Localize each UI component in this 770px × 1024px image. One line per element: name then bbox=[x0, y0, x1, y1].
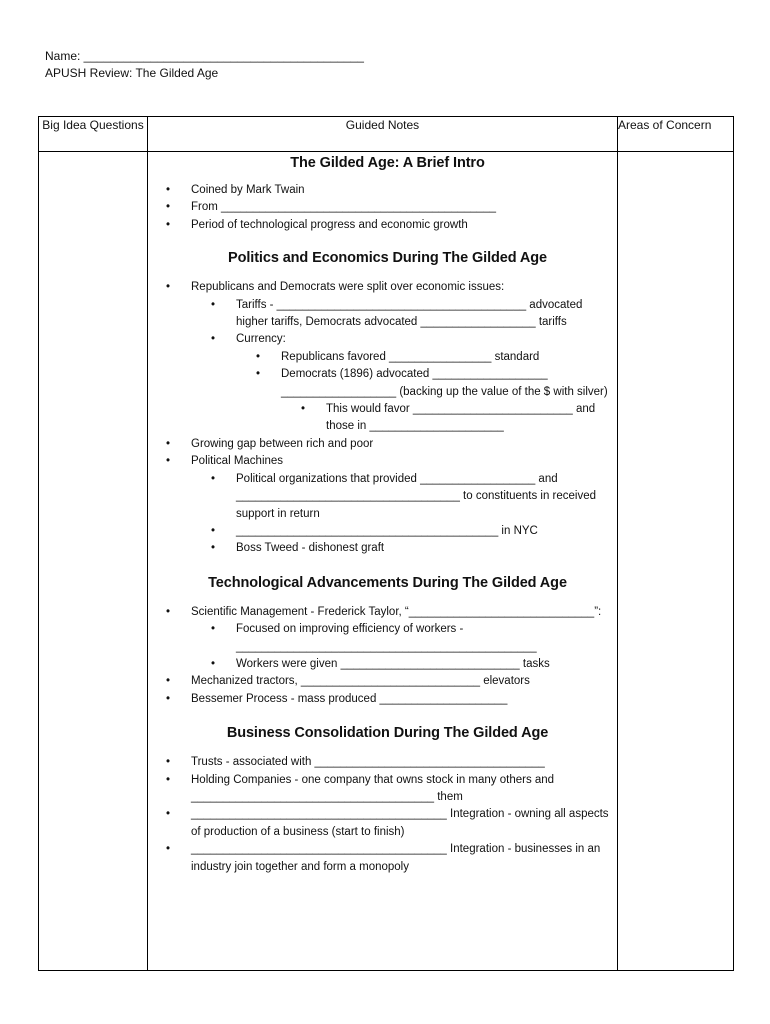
list-item-text: Political Machines bbox=[191, 455, 284, 468]
business-list bbox=[166, 754, 609, 876]
section-title-intro: The Gilded Age: A Brief Intro bbox=[290, 155, 485, 171]
list-item: • _________________________________________ in NYC bbox=[211, 523, 609, 540]
name-field-line: Name: __________________________________________ bbox=[45, 49, 364, 63]
guided-notes-cell bbox=[148, 152, 618, 971]
areas-of-concern-header: Areas of Concern bbox=[618, 117, 734, 152]
list-item bbox=[166, 453, 609, 557]
list-item: • Mechanized tractors, ____________________________ elevators bbox=[166, 673, 609, 690]
list-item: • Republicans favored ________________ standard bbox=[256, 349, 609, 366]
section-title-technology: Technological Advancements During The Gilded Age bbox=[208, 574, 567, 591]
list-item: • Boss Tweed - dishonest graft bbox=[211, 540, 609, 557]
list-item: • This would favor _________________________ and those in _____________________ bbox=[301, 401, 609, 436]
politics-list bbox=[166, 279, 609, 558]
list-item: • Coined by Mark Twain bbox=[166, 182, 609, 199]
list-item: • Growing gap between rich and poor bbox=[166, 436, 609, 453]
big-idea-questions-header: Big Idea Questions bbox=[39, 117, 148, 152]
guided-notes-header: Guided Notes bbox=[148, 117, 618, 152]
list-item: • Trusts - associated with ____________________________________ bbox=[166, 754, 609, 771]
list-item: • Bessemer Process - mass produced ____________________ bbox=[166, 691, 609, 708]
list-item: • Period of technological progress and economic growth bbox=[166, 217, 609, 234]
list-item bbox=[166, 279, 609, 436]
section-title-business: Business Consolidation During The Gilded Age bbox=[226, 725, 549, 742]
list-item bbox=[256, 366, 609, 436]
list-item: • ________________________________________ Integration - owning all aspects of production of a business (start to finish) bbox=[166, 806, 609, 841]
list-item: • ________________________________________ Integration - businesses in an industry join together and form a monopoly bbox=[166, 841, 609, 876]
list-item: • Workers were given ____________________________ tasks bbox=[211, 656, 609, 673]
guided-notes-table bbox=[38, 116, 734, 971]
list-item-text: Democrats (1896) advocated __________________ __________________ (backing up the value of the $ with silver) bbox=[281, 368, 608, 398]
list-item: • From ___________________________________________ bbox=[166, 199, 609, 216]
list-item-text: Currency: bbox=[236, 333, 286, 346]
big-idea-questions-cell bbox=[39, 152, 148, 971]
list-item: • Focused on improving efficiency of workers - _______________________________________________ bbox=[211, 621, 609, 656]
list-item: • Political organizations that provided __________________ and ___________________________________ to constituents in received support in return bbox=[211, 471, 609, 523]
list-item-text: Republicans and Democrats were split over economic issues: bbox=[191, 281, 505, 294]
table-header-row bbox=[39, 117, 734, 152]
list-item bbox=[211, 331, 609, 435]
technology-list bbox=[166, 604, 609, 708]
list-item-text: Scientific Management - Frederick Taylor, “_____________________________”: bbox=[191, 605, 602, 618]
intro-list bbox=[166, 182, 609, 234]
section-title-politics: Politics and Economics During The Gilded Age bbox=[228, 250, 547, 267]
document-title: APUSH Review: The Gilded Age bbox=[45, 66, 219, 80]
list-item: • Holding Companies - one company that owns stock in many others and ______________________________________ them bbox=[166, 772, 609, 807]
list-item bbox=[166, 604, 609, 674]
table-body-row bbox=[39, 152, 734, 971]
list-item: • Tariffs - _______________________________________ advocated higher tariffs, Democrats advocated __________________ tariffs bbox=[211, 297, 609, 332]
areas-of-concern-cell bbox=[618, 152, 734, 971]
